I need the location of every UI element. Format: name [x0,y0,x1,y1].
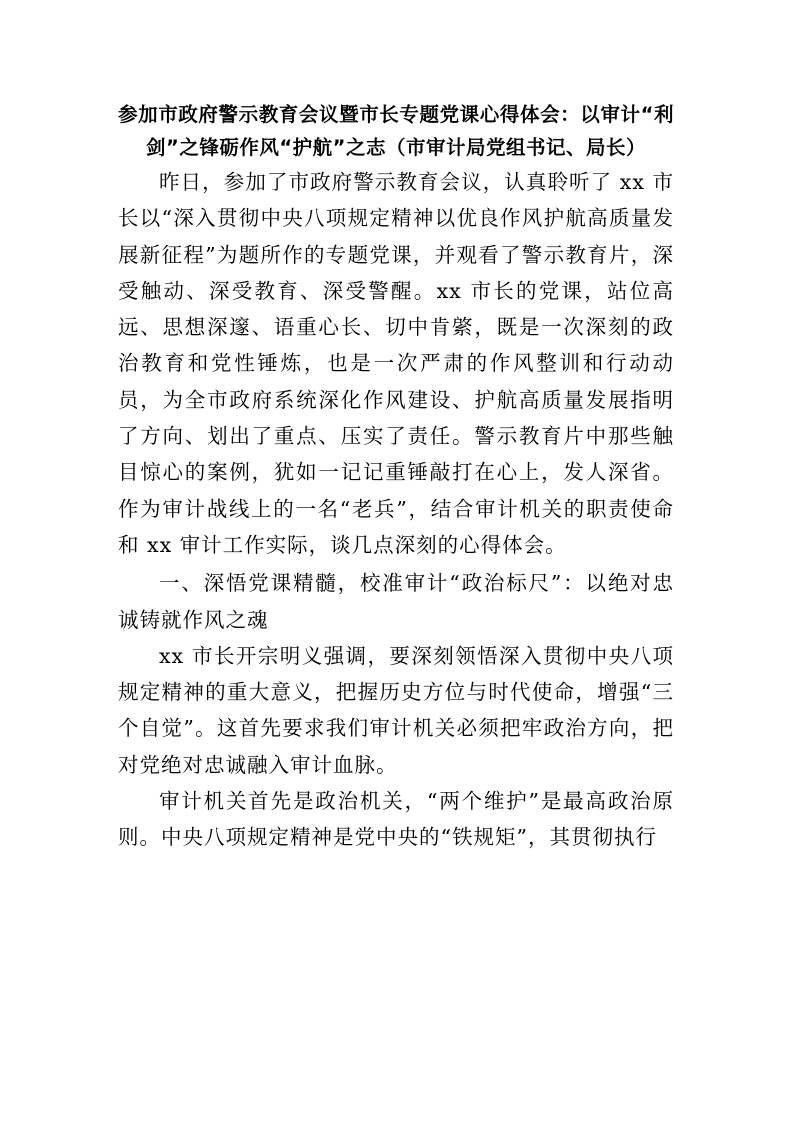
section-heading-1: 一、深悟党课精髓，校准审计“政治标尺”：以绝对忠诚铸就作风之魂 [118,571,674,632]
intro-paragraph: 昨日，参加了市政府警示教育会议，认真聆听了 xx 市长以“深入贯彻中央八项规定精神以优良作风护航高质量发展新征程”为题所作的专题党课，并观看了警示教育片，深受触动、深受教育、深受警醒。xx 市长的党课，站位高远、思想深邃、语重心长、切中肯綮，既是一次深刻的政治教育和党性锤炼，也是一次严肃的作风整训和行动动员，为全市政府系统深化作风建设、护航高质量发展指明了方向、划出了重点、压实了责任。警示教育片中那些触目惊心的案例，犹如一记记重锤敲打在心上，发人深省。作为审计战线上的一名“老兵”，结合审计机关的职责使命和 xx 审计工作实际，谈几点深刻的心得体会。 [118,170,674,557]
document-page [118,98,674,856]
document-title: 参加市政府警示教育会议暨市长专题党课心得体会：以审计“利剑”之锋砺作风“护航”之志（市审计局党组书记、局长） [118,103,674,159]
body-paragraph: 审计机关首先是政治机关，“两个维护”是最高政治原则。中央八项规定精神是党中央的“铁规矩”，其贯彻执行 [118,789,674,850]
body-paragraph: xx 市长开宗明义强调，要深刻领悟深入贯彻中央八项规定精神的重大意义，把握历史方位与时代使命，增强“三个自觉”。这首先要求我们审计机关必须把牢政治方向，把对党绝对忠诚融入审计血脉。 [118,643,674,777]
